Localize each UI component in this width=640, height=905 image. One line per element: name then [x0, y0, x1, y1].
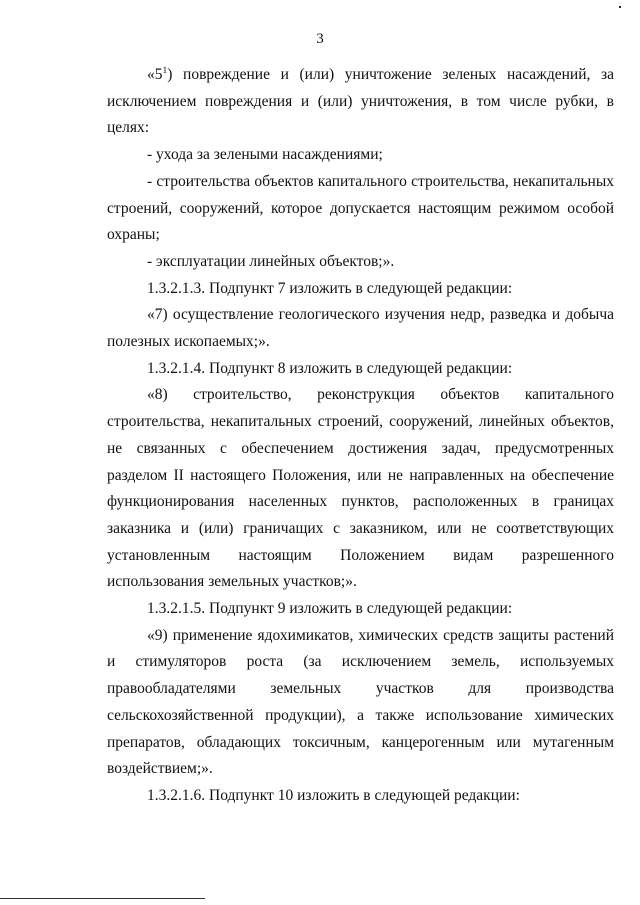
clause-1-3-2-1-5: 1.3.2.1.5. Подпункт 9 изложить в следующей редакции: [147, 600, 513, 618]
subclause-9: «9) применение ядохимикатов, химических средств защиты растений и стимуляторов роста (за исключением земель, используемых правообладателями земельных участков для производства сельскохозяйственной продукции), а также использование химических препаратов, обладающих токсичным, канцерогенным или мутагенным воздействием;». [107, 626, 614, 778]
list-item-construction: - строительства объектов капитального строительства, некапитальных строений, сооружений, которое допускается настоящим режимом особой охраны; [107, 172, 614, 244]
clause-1-3-2-1-3: 1.3.2.1.3. Подпункт 7 изложить в следующей редакции: [147, 279, 513, 297]
footer-divider [0, 898, 205, 899]
scan-speck [619, 6, 621, 8]
list-item-linear-objects: - эксплуатации линейных объектов;». [147, 252, 395, 270]
paragraph-5-1-prefix: «5 [147, 66, 163, 83]
superscript: 1 [162, 66, 168, 76]
list-item-care: - ухода за зелеными насаждениями; [147, 146, 383, 164]
paragraph-5-1 [107, 58, 614, 142]
clause-1-3-2-1-4: 1.3.2.1.4. Подпункт 8 изложить в следующей редакции: [147, 359, 513, 377]
document-body [107, 58, 614, 810]
clause-1-3-2-1-6: 1.3.2.1.6. Подпункт 10 изложить в следующей редакции: [147, 786, 520, 804]
page-number: 3 [316, 31, 324, 47]
paragraph-5-1-text: ) повреждение и (или) уничтожение зеленых насаждений, за исключением повреждения и (или) уничтожения, в том числе рубки, в целях: [107, 66, 614, 137]
subclause-8: «8) строительство, реконструкция объектов капитального строительства, некапитальных строений, сооружений, линейных объектов, не связанных с обеспечением достижения задач, предусмотренных разделом II настоящего Положения, или не направленных на обеспечение функционирования населенных пунктов, расположенных в границах заказника и (или) граничащих с заказником, или не соответствующих установленным настоящим Положением видам разрешенного использования земельных участков;». [107, 386, 614, 591]
subclause-7: «7) осуществление геологического изучения недр, разведка и добыча полезных ископаемых;». [107, 306, 614, 351]
